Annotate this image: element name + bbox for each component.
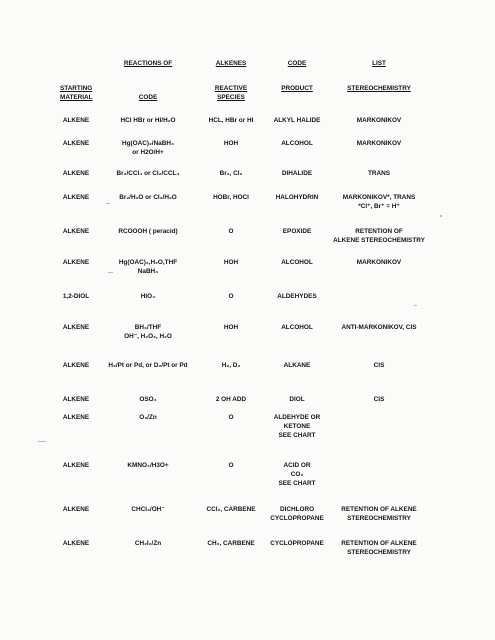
product-cell: ACID OR bbox=[283, 462, 311, 469]
stereo-cell: RETENTION OF ALKENE bbox=[341, 506, 417, 513]
product-cell: SEE CHART bbox=[278, 480, 316, 487]
scan-speck bbox=[38, 441, 46, 442]
starting-material-cell: 1,2-DIOL bbox=[62, 293, 90, 300]
species-cell: O bbox=[228, 293, 234, 300]
product-cell: ALKYL HALIDE bbox=[273, 117, 321, 124]
species-cell: CCl₂, CARBENE bbox=[206, 506, 256, 513]
scan-speck bbox=[106, 203, 110, 204]
product-cell: ALCOHOL bbox=[281, 259, 313, 266]
product-cell: ALCOHOL bbox=[281, 140, 313, 147]
scan-speck bbox=[108, 272, 113, 273]
stereo-cell: *Cl⁺, Br⁺ = H⁺ bbox=[358, 203, 400, 210]
code-cell: CH₂I₂/Zn bbox=[134, 540, 162, 547]
stereo-cell: STEREOCHEMISTRY bbox=[347, 549, 411, 556]
starting-material-cell: ALKENE bbox=[62, 194, 90, 201]
product-cell: CYCLOPROPANE bbox=[270, 515, 324, 522]
species-cell: O bbox=[228, 228, 234, 235]
starting-material-cell: ALKENE bbox=[62, 228, 90, 235]
column-header-col1: STARTING bbox=[60, 85, 93, 92]
stereo-cell: STEREOCHEMISTRY bbox=[347, 515, 411, 522]
starting-material-cell: ALKENE bbox=[62, 140, 90, 147]
code-cell: HCl HBr or HI/H₂O bbox=[120, 117, 176, 124]
code-cell: or H2O/H+ bbox=[132, 149, 164, 156]
starting-material-cell: ALKENE bbox=[62, 396, 90, 403]
column-header-col3: SPECIES bbox=[217, 94, 245, 101]
stereo-cell: MARKONIKOV bbox=[356, 140, 402, 147]
product-cell: ALDEHYDE OR bbox=[273, 414, 321, 421]
species-cell: HOH bbox=[223, 324, 239, 331]
header-alkenes: ALKENES bbox=[215, 60, 247, 67]
product-cell: CYCLOPROPANE bbox=[270, 540, 324, 547]
column-header-col1: MATERIAL bbox=[60, 94, 93, 101]
stereo-cell: ALKENE STEREOCHEMISTRY bbox=[333, 237, 425, 244]
product-cell: DIHALIDE bbox=[281, 170, 313, 177]
code-cell: Hg(OAC)₂,H₂O,THF bbox=[118, 259, 178, 266]
stereo-cell: CIS bbox=[373, 362, 385, 369]
species-cell: H₂, D₂ bbox=[221, 362, 241, 369]
scan-speck bbox=[414, 305, 417, 306]
species-cell: 2 OH ADD bbox=[215, 396, 247, 403]
product-cell: EPOXIDE bbox=[282, 228, 312, 235]
code-cell: Br₂/CCl₄ or Cl₂/CCL₄ bbox=[116, 170, 180, 177]
product-cell: ALDEHYDES bbox=[277, 293, 317, 300]
stereo-cell: RETENTION OF bbox=[355, 228, 403, 235]
stereo-cell: MARKONIKOV bbox=[356, 117, 402, 124]
column-header-col2: CODE bbox=[138, 94, 158, 101]
code-cell: OSO₄ bbox=[139, 396, 157, 403]
product-cell: DIOL bbox=[289, 396, 305, 403]
starting-material-cell: ALKENE bbox=[62, 259, 90, 266]
code-cell: NaBH₄ bbox=[137, 268, 159, 275]
stereo-cell: ANTI-MARKONIKOV, CIS bbox=[341, 324, 417, 331]
species-cell: HOH bbox=[223, 259, 239, 266]
code-cell: OH⁻, H₂O₂, H₂O bbox=[124, 333, 172, 340]
code-cell: RCOOOH ( peracid) bbox=[118, 228, 178, 235]
product-cell: CO₂ bbox=[290, 471, 304, 478]
starting-material-cell: ALKENE bbox=[62, 117, 90, 124]
starting-material-cell: ALKENE bbox=[62, 324, 90, 331]
product-cell: SEE CHART bbox=[278, 432, 316, 439]
stereo-cell: MARKONIKOV bbox=[356, 259, 402, 266]
stereo-cell: RETENTION OF ALKENE bbox=[341, 540, 417, 547]
code-cell: CHCl₃/OH⁻ bbox=[131, 506, 165, 513]
code-cell: BH₃/THF bbox=[134, 324, 162, 331]
header-code: CODE bbox=[287, 60, 307, 67]
starting-material-cell: ALKENE bbox=[62, 506, 90, 513]
code-cell: HIO₄ bbox=[140, 293, 156, 300]
column-header-col3: REACTIVE bbox=[214, 85, 248, 92]
header-reactions-of: REACTIONS OF bbox=[123, 60, 173, 67]
code-cell: KMNO₄/H3O+ bbox=[127, 462, 169, 469]
starting-material-cell: ALKENE bbox=[62, 362, 90, 369]
product-cell: ALCOHOL bbox=[281, 324, 313, 331]
column-header-col5: STEREOCHEMISTRY bbox=[347, 85, 411, 92]
starting-material-cell: ALKENE bbox=[62, 462, 90, 469]
species-cell: HOBr, HOCl bbox=[213, 194, 249, 201]
code-cell: H₂/Pt or Pd, or D₂/Pt or Pd bbox=[108, 362, 188, 369]
species-cell: Br₂, Cl₂ bbox=[219, 170, 243, 177]
stereo-cell: TRANS bbox=[367, 170, 391, 177]
species-cell: HOH bbox=[223, 140, 239, 147]
species-cell: HCL, HBr or HI bbox=[208, 117, 254, 124]
column-header-col4: PRODUCT bbox=[281, 85, 313, 92]
product-cell: HALOHYDRIN bbox=[275, 194, 319, 201]
scan-speck bbox=[440, 215, 442, 217]
product-cell: DICHLORO bbox=[279, 506, 315, 513]
header-list: LIST bbox=[372, 60, 386, 67]
starting-material-cell: ALKENE bbox=[62, 540, 90, 547]
species-cell: O bbox=[228, 462, 234, 469]
code-cell: Br₂/H₂O or Cl₂/H₂O bbox=[119, 194, 177, 201]
species-cell: CH₂, CARBENE bbox=[207, 540, 255, 547]
code-cell: O₃/Zn bbox=[139, 414, 157, 421]
starting-material-cell: ALKENE bbox=[62, 414, 90, 421]
stereo-cell: CIS bbox=[373, 396, 385, 403]
code-cell: Hg(OAC)₂/NaBH₄ bbox=[121, 140, 175, 147]
species-cell: O bbox=[228, 414, 234, 421]
product-cell: KETONE bbox=[283, 423, 311, 430]
stereo-cell: MARKONIKOV*, TRANS bbox=[342, 194, 416, 201]
product-cell: ALKANE bbox=[283, 362, 311, 369]
starting-material-cell: ALKENE bbox=[62, 170, 90, 177]
